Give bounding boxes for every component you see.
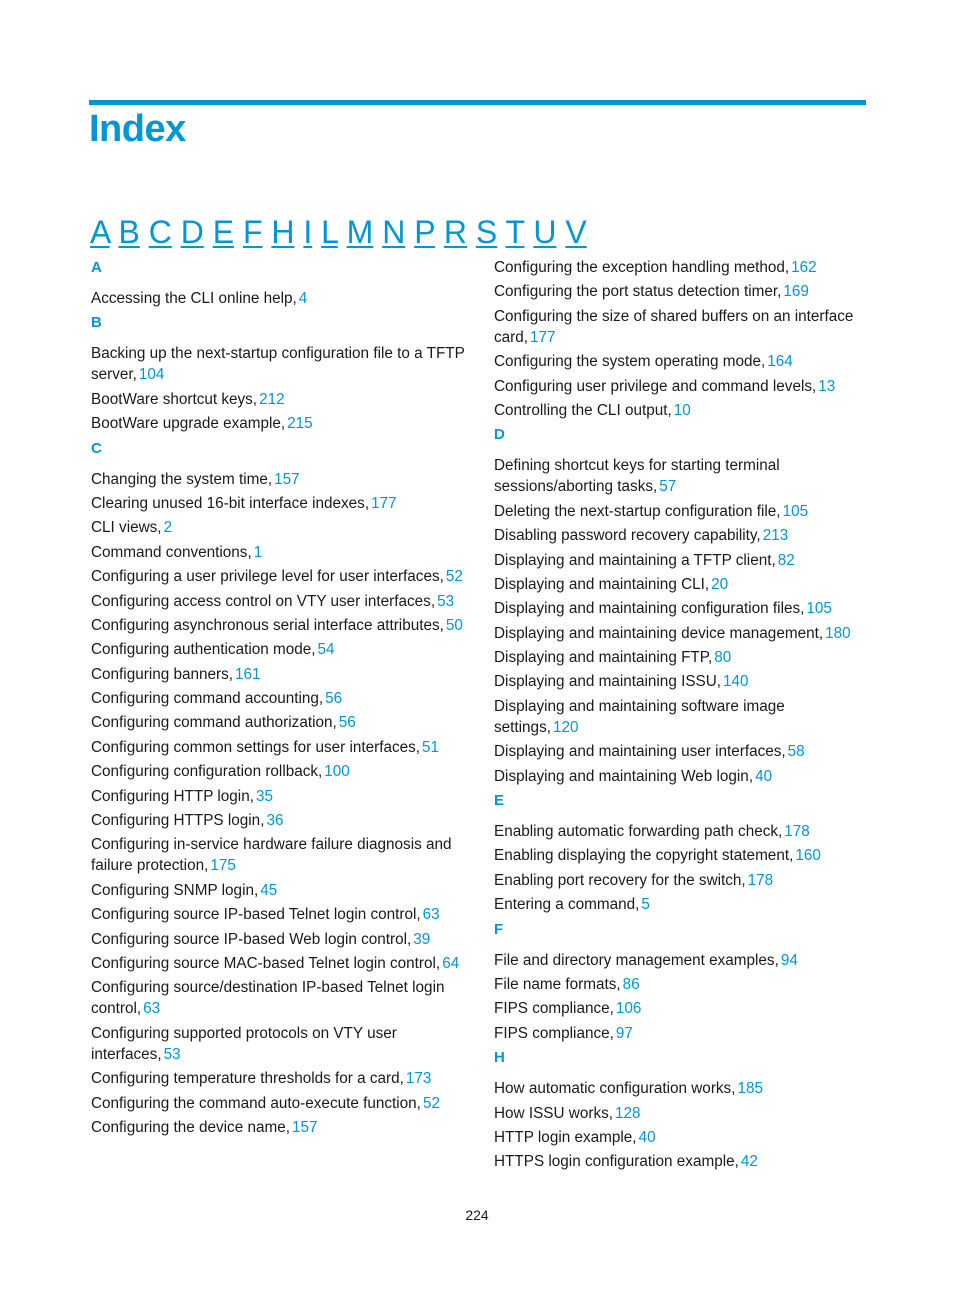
index-entry — [494, 1151, 869, 1172]
letter-link-v[interactable]: V — [565, 214, 587, 250]
index-section — [494, 257, 869, 421]
index-entry-text: How ISSU works, — [494, 1104, 613, 1122]
section-letter-heading: D — [494, 426, 505, 444]
index-entry — [494, 766, 869, 787]
page-link[interactable]: 64 — [442, 954, 460, 972]
page-link[interactable]: 56 — [338, 714, 356, 732]
index-entry — [494, 501, 869, 522]
index-entry-text: Displaying and maintaining Web login, — [494, 767, 754, 785]
index-entry — [494, 574, 869, 595]
index-entry-text: Displaying and maintaining user interfaces, — [494, 743, 786, 761]
index-entry-text: Configuring source IP-based Web login control, — [91, 930, 412, 948]
index-entry-text: Enabling displaying the copyright statement, — [494, 847, 794, 865]
index-entry — [91, 977, 466, 1019]
index-entry-text: Configuring the device name, — [91, 1118, 290, 1136]
index-entry — [494, 671, 869, 692]
letter-link-i[interactable]: I — [303, 214, 313, 250]
section-letter-heading: A — [91, 259, 102, 276]
page-link[interactable]: 161 — [235, 665, 261, 683]
index-entry-text: Configuring access control on VTY user interfaces, — [91, 592, 436, 610]
index-entry-text: Command conventions, — [91, 543, 252, 561]
page-link[interactable]: 2 — [163, 519, 173, 537]
index-entry — [494, 696, 869, 738]
page-link[interactable]: 58 — [787, 743, 805, 761]
index-entry — [494, 281, 869, 302]
index-entry — [494, 455, 869, 497]
index-entry-text: CLI views, — [91, 519, 162, 537]
section-letter-heading: C — [91, 439, 102, 457]
letter-link-r[interactable]: R — [443, 214, 467, 250]
page-link[interactable]: 42 — [740, 1153, 758, 1171]
page-link[interactable]: 13 — [818, 377, 836, 395]
page-link[interactable]: 128 — [615, 1104, 641, 1122]
index-section — [91, 312, 466, 434]
index-entry-text: Configuring banners, — [91, 665, 234, 683]
index-entry — [91, 904, 466, 925]
index-entry-text: Controlling the CLI output, — [494, 401, 672, 419]
index-entry — [494, 351, 869, 372]
letter-link-m[interactable]: M — [346, 214, 374, 250]
page-link[interactable]: 177 — [530, 328, 556, 346]
index-section — [494, 919, 869, 1044]
index-entry — [91, 737, 466, 758]
index-entry — [91, 834, 466, 876]
page-link[interactable]: 5 — [641, 896, 650, 914]
index-entry — [91, 1117, 466, 1138]
page-link[interactable]: 52 — [422, 1094, 440, 1112]
index-section — [494, 424, 869, 786]
index-entry — [494, 623, 869, 644]
index-entry-text: Displaying and maintaining software image settings, — [494, 697, 785, 736]
index-entry-text: Configuring the command auto-execute function, — [91, 1094, 421, 1112]
page-link[interactable]: 1 — [253, 543, 263, 561]
index-entry — [91, 1093, 466, 1114]
index-entry — [91, 389, 466, 410]
index-entry-text: Configuring the port status detection timer, — [494, 283, 782, 301]
index-entry — [494, 870, 869, 891]
page-link[interactable]: 105 — [806, 600, 832, 618]
index-entry-text: Backing up the next-startup configuration file to a TFTP server, — [91, 345, 465, 384]
index-entry — [494, 974, 869, 995]
index-entry — [494, 1023, 869, 1044]
page-link[interactable]: 213 — [762, 527, 789, 545]
page-link[interactable]: 39 — [413, 930, 431, 948]
letter-link-b[interactable]: B — [118, 214, 140, 250]
index-entry — [494, 376, 869, 397]
index-entry-text: Configuring common settings for user interfaces, — [91, 738, 421, 756]
index-entry-text: FIPS compliance, — [494, 1000, 614, 1018]
letter-link-h[interactable]: H — [271, 214, 295, 250]
page-link[interactable]: 157 — [274, 470, 300, 488]
index-entry — [91, 664, 466, 685]
index-entry — [91, 786, 466, 807]
letter-link-u[interactable]: U — [533, 214, 557, 250]
alphabet-nav — [90, 214, 587, 251]
page-link[interactable]: 20 — [711, 575, 729, 593]
index-entry-text: HTTPS login configuration example, — [494, 1153, 739, 1171]
index-entry-text: Entering a command, — [494, 896, 640, 914]
page-link[interactable]: 169 — [783, 283, 809, 301]
index-entry — [494, 1127, 869, 1148]
index-entry-text: Configuring a user privilege level for user interfaces, — [91, 568, 444, 586]
index-entry — [91, 929, 466, 950]
index-section — [494, 790, 869, 915]
page-link[interactable]: 50 — [445, 616, 463, 634]
letter-link-n[interactable]: N — [382, 214, 406, 250]
index-entry-text: Configuring HTTPS login, — [91, 812, 265, 830]
page-link[interactable]: 35 — [255, 787, 273, 805]
page-link[interactable]: 97 — [615, 1024, 633, 1042]
page-link[interactable]: 105 — [782, 502, 809, 520]
index-entry-text: Defining shortcut keys for starting terminal sessions/aborting tasks, — [494, 457, 780, 496]
page-link[interactable]: 94 — [780, 951, 798, 969]
index-entry — [91, 712, 466, 733]
letter-link-a[interactable]: A — [90, 214, 110, 250]
index-entry-text: Configuring command accounting, — [91, 690, 324, 708]
index-entry — [91, 880, 466, 901]
index-entry-text: BootWare shortcut keys, — [91, 390, 258, 408]
index-entry — [494, 550, 869, 571]
index-entry — [494, 950, 869, 971]
index-entry — [91, 343, 466, 385]
index-entry-text: Enabling port recovery for the switch, — [494, 871, 746, 889]
index-entry-text: Disabling password recovery capability, — [494, 527, 761, 545]
page-link[interactable]: 215 — [287, 415, 313, 433]
page-link[interactable]: 180 — [825, 624, 851, 642]
index-entry-text: Configuring in-service hardware failure diagnosis and failure protection, — [91, 836, 452, 875]
index-section — [494, 1047, 869, 1172]
index-entry — [494, 647, 869, 668]
index-entry-text: BootWare upgrade example, — [91, 415, 286, 433]
index-entry — [494, 598, 869, 619]
index-entry-text: How automatic configuration works, — [494, 1080, 736, 1098]
page-link[interactable]: 104 — [138, 366, 165, 384]
index-entry-text: Configuring HTTP login, — [91, 787, 254, 805]
page-title: Index — [89, 108, 186, 150]
index-entry — [494, 525, 869, 546]
index-entry-text: Configuring asynchronous serial interface attributes, — [91, 616, 444, 634]
index-entry-text: Enabling automatic forwarding path check, — [494, 823, 783, 841]
index-entry-text: Displaying and maintaining CLI, — [494, 575, 710, 593]
index-entry-text: File name formats, — [494, 975, 621, 993]
index-entry-text: Displaying and maintaining device management, — [494, 624, 824, 642]
index-entry — [91, 810, 466, 831]
index-entry — [494, 257, 869, 278]
index-entry-text: FIPS compliance, — [494, 1024, 614, 1042]
page-link[interactable]: 56 — [325, 690, 343, 708]
index-entry — [91, 639, 466, 660]
index-entry-text: Configuring configuration rollback, — [91, 763, 323, 781]
index-entry-text: File and directory management examples, — [494, 951, 779, 969]
letter-link-c[interactable]: C — [148, 214, 172, 250]
page-link[interactable]: 120 — [552, 718, 579, 736]
page-link[interactable]: 106 — [615, 1000, 642, 1018]
page-link[interactable]: 36 — [266, 812, 284, 830]
index-entry-text: Configuring the system operating mode, — [494, 353, 766, 371]
index-entry-text: Configuring the size of shared buffers on an interface card, — [494, 307, 854, 346]
letter-link-e[interactable]: E — [212, 214, 235, 250]
page-number: 224 — [465, 1207, 489, 1223]
index-entry — [494, 998, 869, 1019]
index-entry — [91, 493, 466, 514]
page-link[interactable]: 40 — [755, 767, 773, 785]
page-link[interactable]: 80 — [714, 649, 732, 667]
page-link[interactable]: 52 — [445, 568, 463, 586]
index-entry-text: Configuring command authorization, — [91, 714, 337, 732]
page-link[interactable]: 63 — [143, 1000, 161, 1018]
index-entry-text: Configuring source IP-based Telnet login control, — [91, 906, 421, 924]
index-entry-text: Displaying and maintaining a TFTP client, — [494, 551, 776, 569]
index-entry — [494, 741, 869, 762]
index-entry — [494, 821, 869, 842]
index-entry-text: Configuring the exception handling method, — [494, 259, 790, 276]
index-entry — [91, 413, 466, 434]
index-entry-text: Deleting the next-startup configuration file, — [494, 502, 781, 520]
letter-link-t[interactable]: T — [505, 214, 525, 250]
page-link[interactable]: 140 — [723, 673, 749, 691]
section-letter-heading: F — [494, 920, 504, 938]
page-link[interactable]: 63 — [422, 906, 440, 924]
index-entry-text: Displaying and maintaining ISSU, — [494, 673, 722, 691]
index-entry — [91, 469, 466, 490]
page-link[interactable]: 10 — [673, 401, 691, 419]
index-entry-text: Configuring source MAC-based Telnet login control, — [91, 954, 441, 972]
index-column-left — [91, 257, 466, 1141]
page-link[interactable]: 160 — [795, 847, 821, 865]
page-link[interactable]: 173 — [405, 1070, 432, 1088]
section-letter-heading: E — [494, 792, 505, 810]
page-link[interactable]: 86 — [622, 975, 640, 993]
index-entry — [494, 845, 869, 866]
index-entry — [91, 761, 466, 782]
page-link[interactable]: 40 — [638, 1128, 656, 1146]
page-link[interactable]: 54 — [317, 641, 335, 659]
index-entry-text: Configuring temperature thresholds for a card, — [91, 1070, 404, 1088]
page-link[interactable]: 157 — [291, 1118, 318, 1136]
page-link[interactable]: 82 — [777, 551, 795, 569]
index-entry — [494, 894, 869, 915]
index-entry-text: Configuring user privilege and command levels, — [494, 377, 817, 395]
index-entry — [91, 688, 466, 709]
page-link[interactable]: 178 — [784, 823, 810, 841]
page-link[interactable]: 178 — [747, 871, 774, 889]
index-entry-text: Displaying and maintaining configuration files, — [494, 600, 805, 618]
letter-link-f[interactable]: F — [242, 214, 263, 250]
page-link[interactable]: 57 — [659, 478, 677, 496]
page-link[interactable]: 175 — [210, 857, 236, 875]
index-entry-text: HTTP login example, — [494, 1128, 637, 1146]
index-entry — [91, 615, 466, 636]
index-entry-text: Changing the system time, — [91, 470, 273, 488]
index-entry — [91, 566, 466, 587]
index-entry-text: Accessing the CLI online help, — [91, 290, 297, 307]
index-entry — [494, 306, 869, 348]
index-section — [91, 257, 466, 309]
index-entry-text: Configuring source/destination IP-based Telnet login control, — [91, 979, 445, 1018]
page-link[interactable]: 185 — [737, 1080, 763, 1098]
letter-link-d[interactable]: D — [180, 214, 204, 250]
index-entry-text: Configuring authentication mode, — [91, 641, 316, 659]
section-letter-heading: H — [494, 1049, 505, 1067]
index-entry-text: Configuring supported protocols on VTY user interfaces, — [91, 1024, 397, 1063]
section-letter-heading: B — [91, 314, 102, 332]
index-entry-text: Configuring SNMP login, — [91, 881, 259, 899]
letter-link-p[interactable]: P — [414, 214, 435, 250]
index-entry — [91, 542, 466, 563]
page-link[interactable]: 45 — [260, 881, 278, 899]
index-column-right — [494, 257, 869, 1176]
title-rule — [89, 100, 866, 105]
page-link[interactable]: 53 — [437, 592, 455, 610]
page-link[interactable]: 212 — [259, 390, 285, 408]
index-entry-text: Clearing unused 16-bit interface indexes, — [91, 494, 370, 512]
index-entry — [494, 1103, 869, 1124]
index-entry — [91, 1023, 466, 1065]
index-entry-text: Displaying and maintaining FTP, — [494, 649, 713, 667]
page-link[interactable]: 4 — [298, 290, 308, 307]
index-entry — [494, 1078, 869, 1099]
letter-link-l[interactable]: L — [321, 214, 338, 250]
page-link[interactable]: 162 — [791, 259, 817, 276]
page-link[interactable]: 51 — [422, 738, 440, 756]
index-section — [91, 438, 466, 1138]
index-entry — [91, 517, 466, 538]
page-link[interactable]: 100 — [324, 763, 350, 781]
index-entry — [91, 288, 466, 309]
letter-link-s[interactable]: S — [475, 214, 498, 250]
index-entry — [91, 1068, 466, 1089]
index-entry — [494, 400, 869, 421]
page-link[interactable]: 53 — [163, 1045, 181, 1063]
index-entry — [91, 591, 466, 612]
index-entry — [91, 953, 466, 974]
page-link[interactable]: 164 — [767, 353, 793, 371]
page-link[interactable]: 177 — [371, 494, 397, 512]
